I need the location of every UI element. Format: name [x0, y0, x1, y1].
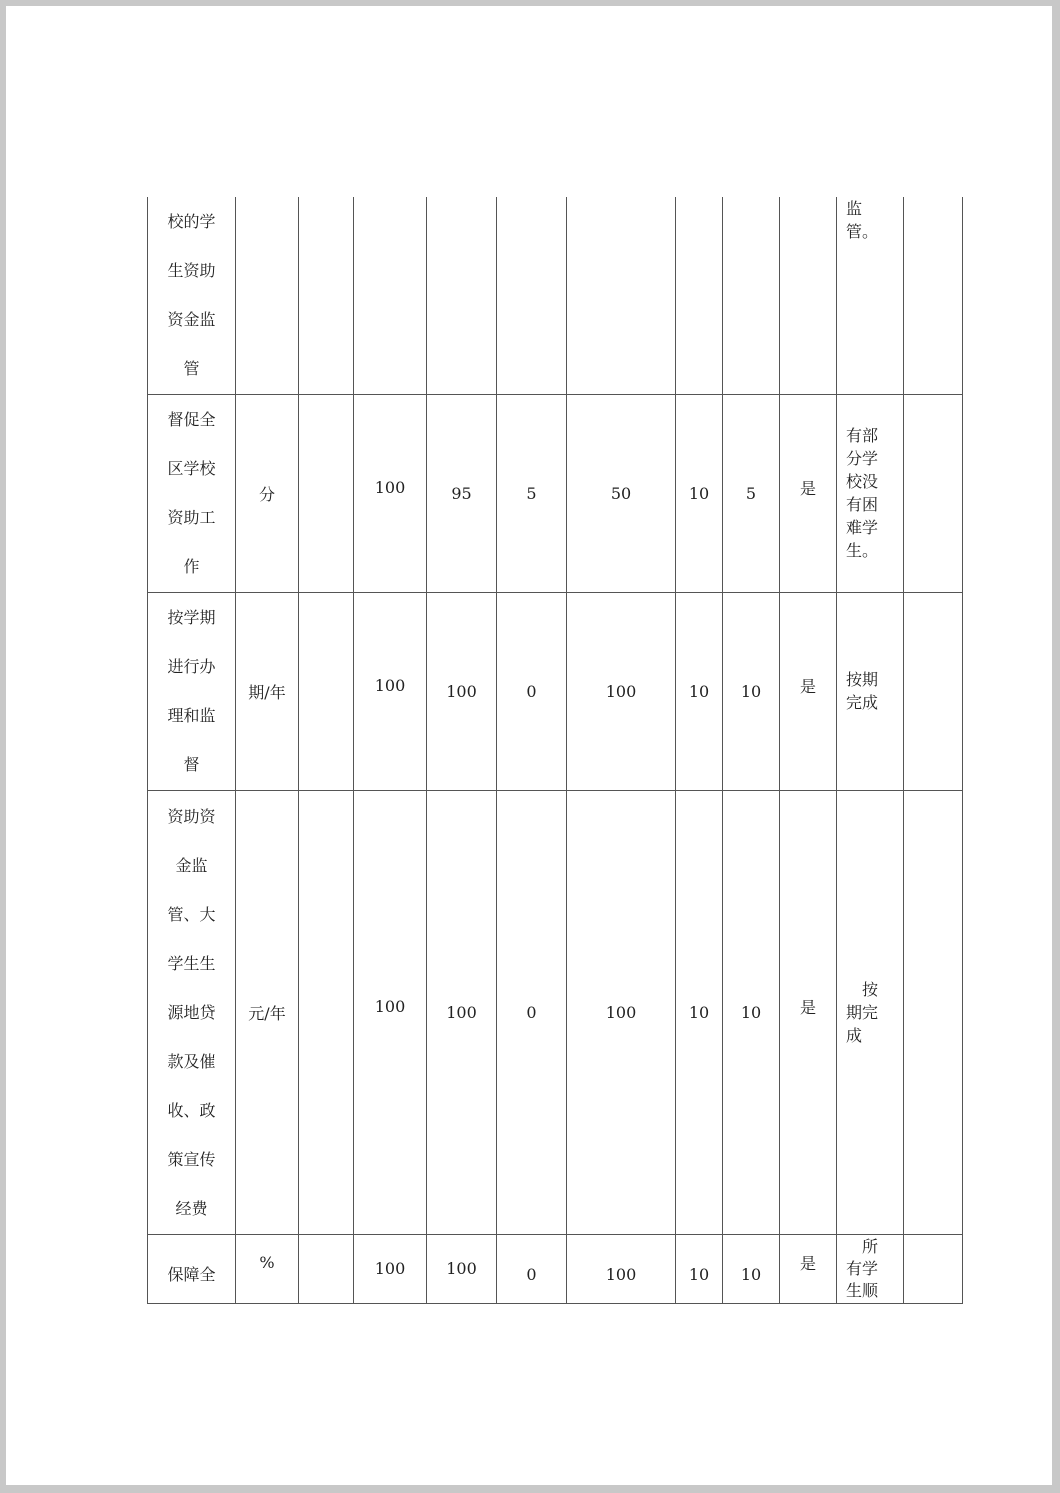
judgement-value: 是 — [799, 676, 816, 696]
note-line: 有学 — [846, 1258, 879, 1278]
indicator-name-cell — [148, 394, 236, 592]
indicator-name-line: 校的学 — [167, 212, 216, 232]
indicator-name-line: 管 — [183, 359, 200, 379]
cell: 50 — [567, 394, 676, 592]
indicator-name-line: 理和监 — [167, 706, 216, 725]
achieved-value: 10 — [740, 1265, 762, 1284]
note-line: 有部 — [846, 426, 879, 445]
cell: 0 — [497, 790, 567, 1234]
cell — [904, 1234, 963, 1303]
indicator-name-line: 作 — [183, 557, 200, 576]
indicator-name-line: 资助工 — [167, 508, 216, 527]
cell — [354, 394, 427, 592]
performance-table — [147, 197, 963, 1304]
judgement-value: 是 — [799, 1254, 816, 1273]
note-line: 生顺 — [846, 1280, 879, 1300]
indicator-name-line: 源地贷 — [167, 1002, 216, 1022]
note-line: 所 — [846, 1236, 879, 1256]
table-row — [148, 394, 963, 592]
cell — [567, 1234, 676, 1303]
indicator-name-cell — [148, 592, 236, 790]
cell — [567, 197, 676, 394]
indicator-name-line: 管、大 — [167, 904, 216, 924]
indicator-name-line: 金监 — [175, 855, 208, 875]
indicator-name-line: 资金监 — [167, 310, 216, 330]
note-line: 完成 — [846, 693, 879, 712]
cell — [676, 197, 723, 394]
judgement-value: 是 — [799, 997, 816, 1017]
note-line: 按 — [846, 979, 879, 999]
cell — [904, 197, 963, 394]
score-value: 100 — [605, 1265, 637, 1284]
cell — [354, 592, 427, 790]
cell: 100 — [567, 592, 676, 790]
deviation-value: 0 — [526, 1265, 537, 1284]
cell: 100 — [567, 790, 676, 1234]
indicator-name-line: 区学校 — [167, 459, 216, 478]
unit-cell: 期/年 — [236, 592, 299, 790]
cell: 100 — [354, 1234, 427, 1303]
indicator-name-line: 按学期 — [167, 608, 216, 627]
unit-cell — [236, 1234, 299, 1303]
cell: 10 — [676, 592, 723, 790]
unit-cell: 分 — [236, 394, 299, 592]
indicator-name-line: 策宣传 — [167, 1149, 216, 1169]
cell — [780, 1234, 837, 1303]
cell — [354, 790, 427, 1234]
indicator-name-line: 款及催 — [167, 1051, 216, 1071]
table-row — [148, 1234, 963, 1303]
indicator-name-line: 督促全 — [167, 410, 216, 429]
note-line: 期完 — [846, 1002, 879, 1022]
cell — [780, 197, 837, 394]
indicator-name-cell — [148, 1234, 236, 1303]
document-page — [6, 6, 1052, 1485]
cell: 10 — [723, 790, 780, 1234]
note-line: 成 — [846, 1025, 863, 1045]
cell — [299, 592, 354, 790]
note-cell — [837, 197, 904, 394]
cell — [676, 1234, 723, 1303]
cell — [299, 1234, 354, 1303]
cell: 10 — [676, 790, 723, 1234]
cell — [497, 1234, 567, 1303]
note-cell — [837, 592, 904, 790]
cell: 100 — [427, 1234, 497, 1303]
note-line: 生。 — [846, 541, 879, 560]
cell: 10 — [723, 592, 780, 790]
unit-cell: 元/年 — [236, 790, 299, 1234]
cell: 10 — [676, 394, 723, 592]
indicator-name-line: 保障全 — [167, 1264, 216, 1284]
indicator-name-line: 督 — [183, 755, 200, 774]
target-value: 100 — [374, 477, 406, 497]
indicator-name-line: 收、政 — [167, 1100, 216, 1120]
note-cell — [837, 1234, 904, 1303]
cell — [780, 394, 837, 592]
indicator-name-line: 学生生 — [167, 953, 216, 973]
note-line: 管。 — [846, 222, 879, 241]
cell — [723, 197, 780, 394]
cell — [780, 592, 837, 790]
table-row — [148, 197, 963, 394]
unit-cell — [236, 197, 299, 394]
note-cell — [837, 394, 904, 592]
indicator-name-cell — [148, 197, 236, 394]
indicator-name-line: 进行办 — [167, 657, 216, 676]
note-line: 校没 — [846, 472, 879, 491]
cell — [904, 790, 963, 1234]
target-value: 100 — [374, 675, 406, 695]
indicator-name-cell — [148, 790, 236, 1234]
cell — [497, 197, 567, 394]
cell: 95 — [427, 394, 497, 592]
cell — [904, 592, 963, 790]
cell — [299, 790, 354, 1234]
table-row — [148, 592, 963, 790]
note-line: 难学 — [846, 518, 879, 537]
cell: 100 — [427, 790, 497, 1234]
weight-value: 10 — [688, 1265, 710, 1284]
cell — [354, 197, 427, 394]
judgement-value: 是 — [799, 478, 816, 498]
cell: 5 — [497, 394, 567, 592]
cell — [723, 1234, 780, 1303]
target-value: 100 — [374, 996, 406, 1016]
note-line: 有困 — [846, 495, 879, 514]
indicator-name-line: 经费 — [175, 1198, 208, 1218]
note-cell — [837, 790, 904, 1234]
cell — [299, 394, 354, 592]
cell — [904, 394, 963, 592]
indicator-name-line: 资助资 — [167, 806, 216, 826]
cell — [299, 197, 354, 394]
cell: 5 — [723, 394, 780, 592]
cell — [780, 790, 837, 1234]
indicator-name-line: 生资助 — [167, 261, 216, 281]
unit-value: % — [259, 1253, 275, 1272]
note-line: 分学 — [846, 449, 879, 468]
table-row — [148, 790, 963, 1234]
note-line: 监 — [846, 199, 863, 218]
cell — [427, 197, 497, 394]
note-line: 按期 — [846, 670, 879, 689]
cell: 100 — [427, 592, 497, 790]
cell: 0 — [497, 592, 567, 790]
